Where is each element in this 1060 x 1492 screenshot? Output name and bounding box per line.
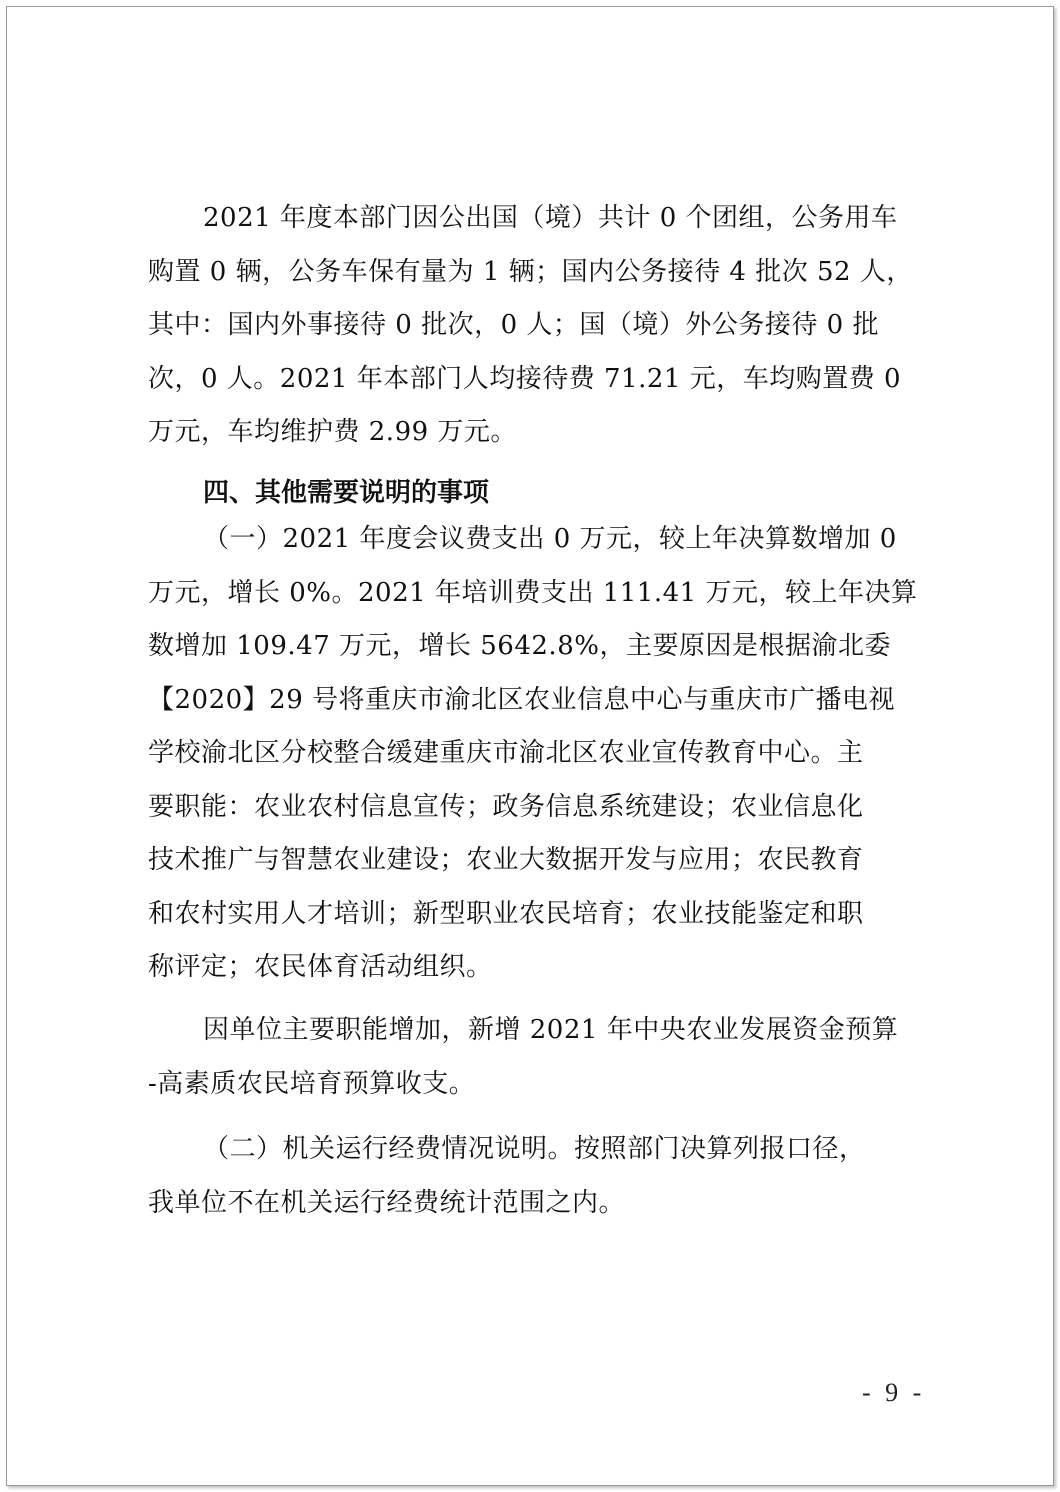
paragraph-operating-expenses: [148, 1123, 928, 1230]
text-line: 次，0 人。2021 年本部门人均接待费 71.21 元，车均购置费 0: [148, 363, 902, 394]
text-line: 其中：国内外事接待 0 批次，0 人；国（境）外公务接待 0 批: [148, 310, 879, 340]
text-line: 万元，车均维护费 2.99 万元。: [148, 417, 517, 447]
text-line: 数增加 109.47 万元，增长 5642.8%，主要原因是根据渝北委: [148, 631, 891, 661]
text-line: 我单位不在机关运行经费统计范围之内。: [148, 1187, 626, 1218]
text-line: 技术推广与智慧农业建设；农业大数据开发与应用；农民教育: [148, 845, 864, 875]
paragraph-new-budget: [148, 1004, 928, 1111]
text-line: 因单位主要职能增加，新增 2021 年中央农业发展资金预算: [203, 1015, 899, 1045]
section-heading: 四、其他需要说明的事项: [203, 478, 490, 508]
text-line: 学校渝北区分校整合缓建重庆市渝北区农业宣传教育中心。主: [148, 738, 864, 768]
paragraph-official-travel-reception: [148, 192, 928, 460]
paragraph-meeting-training-fees: [148, 513, 928, 995]
text-line: 万元，增长 0%。2021 年培训费支出 111.41 万元，较上年决算: [148, 577, 918, 608]
text-line: 要职能：农业农村信息宣传；政务信息系统建设；农业信息化: [148, 791, 864, 822]
text-line: 称评定；农民体育活动组织。: [148, 952, 493, 982]
text-line: 【2020】29 号将重庆市渝北区农业信息中心与重庆市广播电视: [148, 684, 896, 715]
text-line: -高素质农民培育预算收支。: [148, 1068, 476, 1099]
text-line: 购置 0 辆，公务车保有量为 1 辆；国内公务接待 4 批次 52 人，: [148, 256, 913, 287]
text-line: 2021 年度本部门因公出国（境）共计 0 个团组，公务用车: [203, 203, 898, 233]
text-line: 和农村实用人才培训；新型职业农民培育；农业技能鉴定和职: [148, 898, 864, 929]
text-line: （一）2021 年度会议费支出 0 万元，较上年决算数增加 0: [203, 524, 897, 554]
text-line: （二）机关运行经费情况说明。按照部门决算列报口径，: [203, 1134, 866, 1164]
page-number: - 9 -: [862, 1378, 926, 1407]
